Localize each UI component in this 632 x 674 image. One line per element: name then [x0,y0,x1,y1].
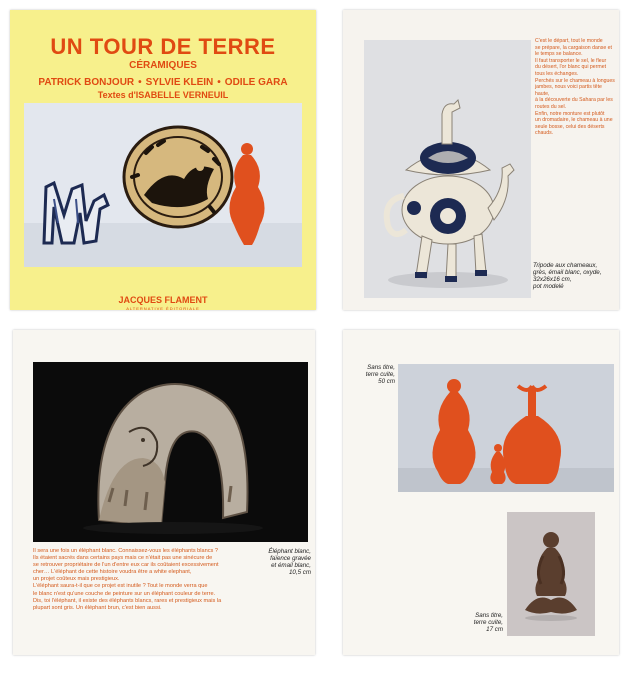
seated-figure-photo [507,512,595,636]
text-line: se retrouver propriétaire de l'un d'entre eux car ils coûtaient excessivement [33,562,219,569]
caption-line: et émail blanc, [271,562,311,570]
text-line: Dis, toi l'éléphant, il existe des éléphants blancs, rares et prestigieux mais la [33,597,222,604]
page-white-elephant [13,330,315,655]
cover-title: UN TOUR DE TERRE [50,34,276,59]
caption-line: Sans titre, [475,612,503,619]
text-line: Il faut transporter le sel, le fleur [535,57,607,64]
terracotta-group-photo [398,364,614,492]
cover-authors [10,77,316,88]
page3-caption [265,548,311,576]
caption-line: grès, émail blanc, oxyde, [533,269,602,276]
caption-line: Éléphant blanc, [268,548,311,555]
caption-line: pot modelé [533,283,564,290]
text-line: plupart sont gris. Un éléphant brun, c'est bien aussi. [33,604,162,611]
page4-caption-top [347,364,395,386]
text-line: un projet coûteux mais prestigieux. [33,576,120,583]
page4-caption-bottom [453,612,503,634]
page2-caption [533,262,613,290]
text-line: C'est le départ, tout le monde [535,38,603,44]
author-separator: • [138,77,142,88]
caption-line: Sans titre, [367,364,395,371]
caption-line: terre cuite, [365,371,395,379]
text-line: cher… L'éléphant de cette histoire voudra être a white elephant, [33,569,192,576]
caption-line: faïence gravée [270,555,311,563]
text-line: se prépare, la cargaison danse et [535,44,612,51]
book-cover [10,10,316,310]
text-line: à la découverte du Sahara par les [535,97,613,104]
author-name: ODILE GARA [224,77,288,88]
text-line: jambes, nous voici partis tête haute, [535,84,602,97]
text-line: un dromadaire, le chameau à une [535,117,613,124]
text-line: seule bosse, celui des déserts chauds. [535,123,605,137]
caption-line: 50 cm [378,378,395,386]
caption-line: 32x26x16 cm, [533,276,572,283]
text-line: routes du sel. [535,103,567,110]
page3-story-text [33,548,257,612]
text-line: le temps se balance. [535,51,583,58]
elephant-photo [33,362,308,542]
text-line: le blanc n'est qu'une couche de peinture sur un éléphant couleur de terre. [33,590,216,597]
text-line: du désert, l'or blanc qui permet [535,64,607,71]
publisher-name: JACQUES FLAMENT [118,295,208,305]
page-terracotta-figures [343,330,619,655]
text-line: L'éléphant saura-t-il que ce projet est inutile ? Tout le monde verra que [33,583,208,590]
page-camel-tripod [343,10,619,310]
author-name: PATRICK BONJOUR [38,77,135,88]
cover-subtitle: CÉRAMIQUES [129,60,197,71]
caption-line: terre cuite, [473,619,503,627]
publisher-subtitle: ALTERNATIVE ÉDITORIALE [126,306,200,310]
text-line: Il sera une fois un éléphant blanc. Connaissez-vous les éléphants blancs ? [33,548,219,554]
page2-story-text [535,38,615,137]
decorated-bowl [124,127,232,227]
text-line: Enfin, notre monture est plutôt [535,110,605,117]
cover-texts-by: Textes d'ISABELLE VERNEUIL [97,90,229,100]
tripod-photo [364,40,531,298]
caption-line: 17 cm [486,626,503,634]
caption-line: Tripode aux chameaux, [533,262,598,269]
text-line: Ils étaient sacrés dans certains pays mais ce n'était pas une sinécure de [33,555,213,562]
author-separator: • [217,77,221,88]
text-line: tous les échanges. [535,70,579,77]
caption-line: 10,5 cm [288,569,311,577]
text-line: Perchés sur le chameau à longues [535,77,615,84]
author-name: SYLVIE KLEIN [145,77,214,88]
cover-photo [24,103,302,267]
